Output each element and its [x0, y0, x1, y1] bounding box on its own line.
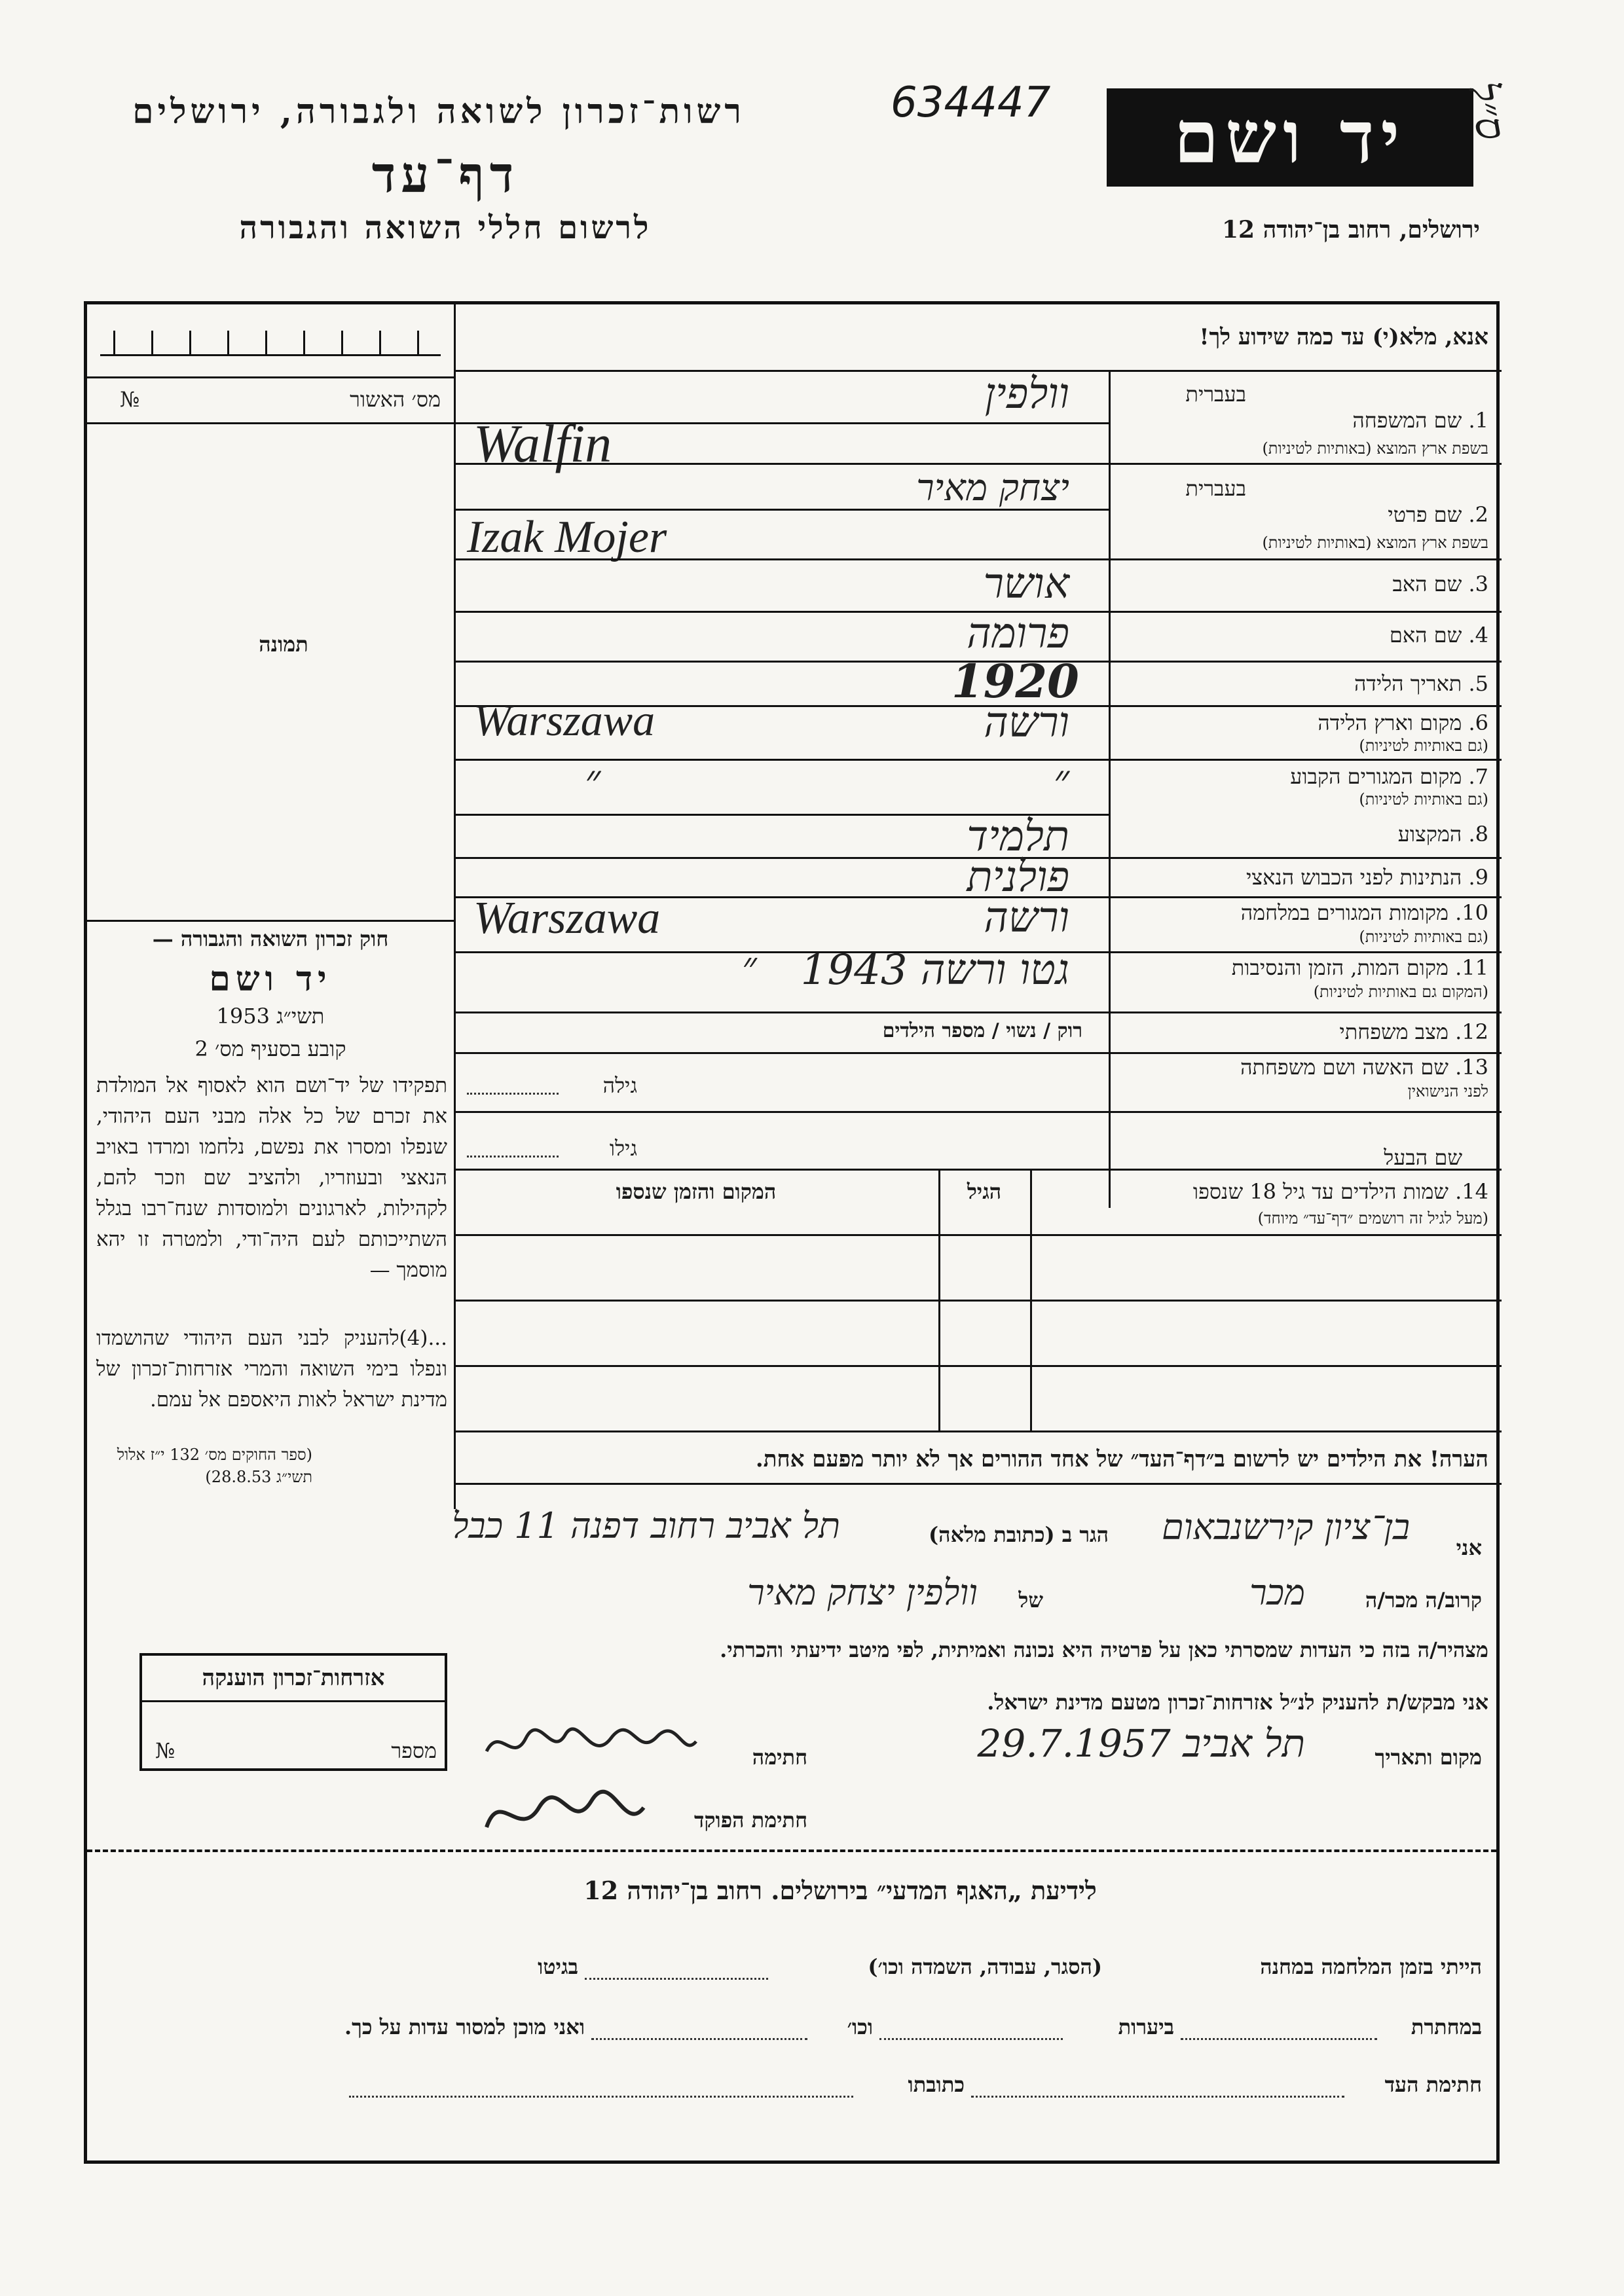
children-col-place: המקום והזמן שנספו	[616, 1179, 777, 1204]
field-11-label	[1115, 955, 1488, 980]
field-11-number: 11.	[1455, 955, 1488, 980]
field-4-number: 4.	[1468, 623, 1488, 647]
field-3-value: אושר	[983, 560, 1069, 608]
field-8-label	[1115, 822, 1488, 847]
law-year: תשי״ג 1953	[216, 1004, 325, 1029]
field-3-number: 3.	[1468, 572, 1488, 596]
field-7-number: 7.	[1468, 764, 1488, 789]
field-2-name: שם פרטי	[1388, 502, 1462, 527]
field-10-label	[1115, 900, 1488, 925]
field-2-number: 2.	[1468, 502, 1488, 527]
declaration-i-label: אני	[1456, 1535, 1482, 1560]
field-6-latin-value: Warszawa	[473, 695, 655, 745]
footer-line2-c: וכו׳	[847, 2014, 873, 2039]
footer-heading: לידיעת „האגף המדעי״ בירושלים. רחוב בן־יהודה 12	[583, 1876, 1097, 1905]
field-9-value: פולנית	[967, 853, 1069, 902]
field-8-number: 8.	[1468, 822, 1488, 847]
field-12-value: רוק / נשוי / מספר הילדים	[882, 1019, 1082, 1042]
field-12-number: 12.	[1455, 1019, 1488, 1044]
children-heading: שמות הילדים עד גיל 18 שנספו	[1192, 1179, 1449, 1204]
field-1-sub: בשפת ארץ המוצא (באותיות לטיניות)	[1262, 439, 1488, 458]
field-1-hebrew-value: וולפין	[984, 370, 1069, 418]
footer-line3-a: חתימת העד	[1384, 2072, 1482, 2097]
field-7-value: ״	[1053, 756, 1069, 805]
field-2-label	[1115, 502, 1488, 527]
footer-line1-c: בגיטו	[538, 1954, 578, 1979]
field-3-label	[1115, 572, 1488, 596]
field-4-value: פרומה	[967, 610, 1069, 658]
citizenship-number-symbol: №	[155, 1738, 175, 1763]
field-6-name: מקום וארץ הלידה	[1318, 710, 1462, 735]
footer-line1-a: הייתי בזמן המלחמה במחנה	[1260, 1954, 1482, 1979]
declaration-resident-value: תל אביב רחוב דפנה 11 כבל	[452, 1505, 840, 1546]
field-13-name: שם האשה ושם משפחתה	[1240, 1055, 1449, 1080]
form-title: דף־עד	[371, 145, 519, 204]
citizenship-box	[139, 1653, 447, 1771]
field-5-name: תאריך הלידה	[1354, 671, 1462, 696]
photo-label: תמונה	[259, 632, 308, 657]
field-2-sub: בשפת ארץ המוצא (באותיות לטיניות)	[1262, 534, 1488, 552]
field-6-value: ורשה	[984, 699, 1069, 747]
signature-label: חתימה	[752, 1745, 807, 1770]
footer-line3-dots-2	[349, 2096, 853, 2098]
witness-signature-scrawl	[480, 1719, 703, 1771]
children-number: 14.	[1455, 1179, 1488, 1204]
field-11-latin-value: ״	[742, 943, 757, 989]
footer-line2-d: ואני מוכן למסור עדות על כך.	[344, 2014, 585, 2039]
footer-line1-dots	[585, 1978, 768, 1980]
field-6-label	[1115, 710, 1488, 735]
field-1-name: שם המשפחה	[1352, 408, 1462, 433]
field-2-hebrew-value: יצחק מאיר	[916, 467, 1069, 509]
field-2-hebrew-tag: בעברית	[1185, 476, 1246, 501]
law-section: קובע בסעיף מס׳ 2	[194, 1036, 346, 1061]
field-11-name: מקום המות, הזמן והנסיבות	[1231, 955, 1449, 980]
witness-signature	[480, 1719, 703, 1771]
footer-line3-dots-1	[971, 2096, 1344, 2098]
children-sub: (מעל לגיל זה רושמים ״דף־עד״ מיוחד)	[1257, 1209, 1488, 1228]
form-subtitle: לרשום חללי השואה והגבורה	[239, 210, 652, 246]
law-citation: (ספר החוקים מס׳ 132 י״ז אלול תשי״ג 28.8.53)	[117, 1446, 312, 1486]
certificate-number-label: מס׳ האשור	[350, 387, 441, 412]
declaration-relative-value: מכר	[1249, 1572, 1305, 1613]
field-1-number: 1.	[1468, 408, 1488, 433]
husband-label: שם הבעל	[1384, 1145, 1462, 1170]
field-13-number: 13.	[1455, 1055, 1488, 1080]
declaration-of-label: של	[1018, 1588, 1043, 1613]
field-3-name: שם האב	[1392, 572, 1462, 596]
field-11-sub: (המקום גם באותיות לטיניות)	[1313, 983, 1488, 1001]
place-date-value: תל אביב 29.7.1957	[977, 1721, 1305, 1766]
field-7-name: מקום המגורים הקבוע	[1290, 764, 1462, 789]
law-name: יד ושם	[209, 959, 332, 999]
field-10-latin-value: Warszawa	[473, 893, 661, 943]
field-7-sub: (גם באותיות לטיניות)	[1359, 790, 1488, 809]
official-signature-label: חתימת הפוקד	[694, 1808, 807, 1832]
footer-line1-b: (הסגר, עבודה, השמדה וכו׳)	[868, 1954, 1102, 1979]
field-12-label	[1115, 1019, 1488, 1044]
place-date-label: מקום ותאריך	[1375, 1745, 1482, 1770]
margin-note: ס״ל	[1459, 79, 1517, 144]
footer-line2-dots-2	[879, 2038, 1063, 2040]
field-5-value: 1920	[951, 654, 1079, 708]
law-text: תפקידו של יד־ושם הוא לאסוף אל המולדת את זכרם של כל אלה מבני העם היהודי, שנפלו ומסרו את נפשם, נלחמו ומרדו באויב הנאצי ובעוזריו, ולהציב שם וזכר להם, לקהילות, לארגונים ולמוסדות שנח־רבו בגלל השתייכותם לעם היה־ודי, ולמטרה זו יהא מוסמך —	[96, 1074, 447, 1282]
field-9-number: 9.	[1468, 865, 1488, 890]
resident-label: הגר ב	[1061, 1522, 1109, 1547]
field-9-name: הנתינות לפני הכבוש הנאצי	[1246, 865, 1462, 890]
children-label	[1030, 1179, 1488, 1204]
official-signature	[480, 1781, 650, 1847]
field-6-number: 6.	[1468, 710, 1488, 735]
field-8-name: המקצוע	[1397, 822, 1462, 847]
field-7-latin-value: ״	[585, 756, 601, 805]
husband-age-dots	[467, 1156, 559, 1157]
declaration-relative-label: קרוב/ה מכר/ה	[1365, 1588, 1482, 1613]
footer-line3-b: כתובתו	[908, 2072, 965, 2097]
field-6-sub: (גם באותיות לטיניות)	[1359, 737, 1488, 755]
field-7-label	[1115, 764, 1488, 789]
field-1-hebrew-tag: בעברית	[1185, 382, 1246, 407]
husband-age-label: גילו	[609, 1136, 637, 1161]
field-1-latin-value: Walfin	[473, 414, 612, 473]
citizenship-number-label: מספר	[391, 1738, 437, 1763]
declaration-of-value: וולפין יצחק מאיר	[747, 1572, 978, 1613]
field-12-name: מצב משפחתי	[1339, 1019, 1449, 1044]
declaration-statement: מצהיר/ה בזה כי העדות שמסרתי כאן על פרטיה היא נכונה ואמיתית, לפי מיטב ידיעתי והכרתי.	[720, 1637, 1488, 1662]
serial-number: 634447	[891, 79, 1051, 127]
field-13-age-label: גילה	[602, 1073, 637, 1098]
field-8-value: תלמיד	[967, 812, 1069, 861]
tick-strip	[100, 331, 441, 356]
footer-line2-dots-3	[591, 2038, 807, 2040]
field-10-value: ורשה	[984, 894, 1069, 942]
declaration-request: אני מבקש/ת להעניק לנ״ל אזרחות־זכרון מטעם מדינת ישראל.	[987, 1690, 1488, 1715]
form-frame	[84, 301, 1500, 2164]
field-13-sub: לפני הנישואין	[1407, 1082, 1488, 1101]
declaration-i-value: בן־ציון קירשנבאום	[1162, 1506, 1410, 1548]
field-5-number: 5.	[1468, 671, 1488, 696]
field-1-label	[1115, 408, 1488, 433]
resident-hint: (כתובת מלאה)	[929, 1522, 1055, 1547]
law-heading: חוק זכרון השואה והגבורה —	[152, 926, 389, 951]
org-name: רשות־זכרון לשואה ולגבורה, ירושלים	[132, 92, 745, 132]
field-13-age-dots	[467, 1093, 559, 1095]
official-signature-scrawl	[480, 1781, 650, 1847]
footer-line2-b: ביערות	[1118, 2014, 1174, 2039]
field-11-value: גטו ורשה 1943	[800, 946, 1069, 994]
footer-line2-a: במחתרת	[1411, 2014, 1482, 2039]
law-text-2: ...(4)להעניק לבני העם היהודי שהושמדו ונפלו בימי השואה והמרי אזרחות־זכרון של מדינת ישראל לאות היאספם אל עמם.	[96, 1326, 447, 1412]
field-9-label	[1115, 865, 1488, 890]
certificate-number-symbol: №	[120, 387, 140, 412]
field-4-label	[1115, 623, 1488, 647]
field-4-name: שם האם	[1389, 623, 1462, 647]
field-10-sub: (גם באותיות לטיניות)	[1359, 928, 1488, 946]
field-2-latin-value: Izak Mojer	[467, 512, 667, 562]
citizenship-title: אזרחות־זכרון הוענקה	[202, 1665, 385, 1691]
children-col-age: הגיל	[967, 1179, 1002, 1204]
instructions: אנא, מלא(י) עד כמה שידוע לך!	[1199, 324, 1488, 350]
address: ירושלים, רחוב בן־יהודה 12	[1221, 216, 1480, 244]
field-13-label	[1115, 1055, 1488, 1080]
field-5-label	[1115, 671, 1488, 696]
note: הערה! את הילדים יש לרשום ב״דף־העד״ של אחד ההורים אך לא יותר מפעם אחת.	[755, 1446, 1488, 1472]
yad-vashem-logo: יד ושם	[1107, 88, 1473, 187]
field-10-number: 10.	[1455, 900, 1488, 925]
footer-line2-dots-1	[1181, 2038, 1377, 2040]
field-10-name: מקומות המגורים במלחמה	[1240, 900, 1449, 925]
